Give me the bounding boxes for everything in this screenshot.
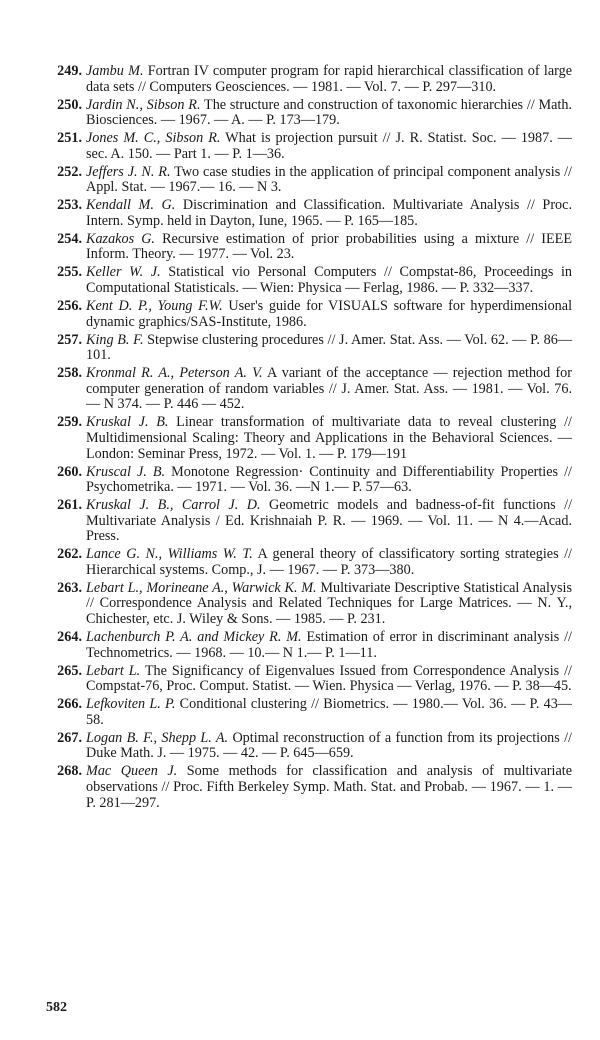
reference-number: 258. xyxy=(57,365,82,382)
reference-authors: Kruskal J. B., Carrol J. D. xyxy=(86,497,261,514)
reference-text: Optimal reconstruction of a function from its projections // Duke Math. J. — 1975. — 42. — P. 645—659. xyxy=(86,729,572,762)
reference-text: User's guide for VISUALS software for hyperdimensional dynamic graphics/SAS-Institute, 1986. xyxy=(86,298,573,330)
reference-number: 267. xyxy=(57,729,82,746)
reference-entry xyxy=(44,333,572,364)
reference-number: 250. xyxy=(57,96,82,113)
reference-entry xyxy=(44,498,572,545)
page-number: 582 xyxy=(46,1000,67,1015)
reference-number: 261. xyxy=(57,497,82,514)
reference-entry xyxy=(44,131,572,162)
reference-text: Geometric models and badness-of-fit functions // Multivariate Analysis / Ed. Krishnaiah P. R. — 1969. — Vol. 11. — N 4.—Acad. Press. xyxy=(86,497,573,545)
reference-text: Some methods for classification and analysis of multivariate observations // Proc. Fifth Berkeley Symp. Math. Stat. and Probab. — 1967. — 1. — P. 281—297. xyxy=(86,763,572,811)
reference-text: A variant of the acceptance — rejection method for computer generation of random variables // J. Amer. Stat. Ass. — 1981. — Vol. 76. — N 374. — P. 446 — 452. xyxy=(86,365,572,413)
reference-number: 268. xyxy=(57,763,82,780)
reference-text: Multivariate Descriptive Statistical Analysis // Correspondence Analysis and Related Techniques for Large Matrices. — N. Y., Chichester, etc. J. Wiley & Sons. — 1985. — P. 231. xyxy=(86,579,572,628)
reference-authors: Lebart L., Morineane A., Warwick K. M. xyxy=(86,579,317,596)
reference-authors: Kronmal R. A., Peterson A. V. xyxy=(86,365,263,382)
reference-number: 254. xyxy=(57,230,82,247)
reference-number: 253. xyxy=(57,197,82,214)
reference-number: 263. xyxy=(57,579,82,596)
reference-entry xyxy=(44,697,572,728)
reference-entry xyxy=(44,232,572,263)
reference-text: Linear transformation of multivariate data to reveal clustering // Multidimensional Scaling: Theory and Applications in the Behavioral Sciences. — London: Seminar Press, 1972. — Vol. 1. — P. 179—191 xyxy=(86,414,573,462)
reference-authors: Lance G. N., Williams W. T. xyxy=(86,546,253,563)
reference-authors: Lebart L. xyxy=(86,662,141,679)
reference-authors: Logan B. F., Shepp L. A. xyxy=(86,729,229,746)
reference-authors: Kendall M. G. xyxy=(86,197,176,214)
reference-authors: Mac Queen J. xyxy=(86,763,178,780)
reference-entry xyxy=(44,581,572,628)
reference-text: Fortran IV computer program for rapid hierarchical classification of large data sets // Computers Geosciences. — 1981. — Vol. 7. — P. 297—310. xyxy=(86,63,572,95)
reference-number: 265. xyxy=(57,662,82,679)
reference-authors: Jeffers J. N. R. xyxy=(86,163,171,180)
reference-number: 259. xyxy=(57,414,82,431)
reference-number: 260. xyxy=(57,463,82,480)
reference-entry xyxy=(44,98,572,129)
reference-entry xyxy=(44,630,572,661)
reference-authors: Lachenburch P. A. and Mickey R. M. xyxy=(86,629,302,646)
reference-authors: Lefkoviten L. P. xyxy=(86,696,176,713)
reference-entry xyxy=(44,465,572,496)
reference-authors: Kruskal J. B. xyxy=(86,414,169,431)
reference-authors: Keller W. J. xyxy=(86,264,161,281)
reference-authors: Kazakos G. xyxy=(86,230,155,247)
reference-text: Conditional clustering // Biometrics. — 1980.— Vol. 36. — P. 43—58. xyxy=(86,696,572,728)
reference-entry xyxy=(44,415,572,462)
reference-entry xyxy=(44,764,572,811)
reference-number: 249. xyxy=(57,63,82,79)
reference-text: Discrimination and Classification. Multivariate Analysis // Proc. Intern. Symp. held in Dayton, Iune, 1965. — P. 165—185. xyxy=(86,197,572,229)
reference-entry xyxy=(44,299,572,330)
reference-number: 257. xyxy=(57,331,82,348)
reference-list xyxy=(44,64,572,814)
reference-authors: Jones M. C., Sibson R. xyxy=(86,130,221,147)
reference-text: Stepwise clustering procedures // J. Amer. Stat. Ass. — Vol. 62. — P. 86—101. xyxy=(86,331,573,364)
reference-text: Two case studies in the application of principal component analysis // Appl. Stat. — 1967.— 16. — N 3. xyxy=(86,163,572,196)
reference-number: 256. xyxy=(57,298,82,315)
reference-entry xyxy=(44,664,572,695)
reference-entry xyxy=(44,165,572,196)
reference-entry xyxy=(44,366,572,413)
reference-authors: King B. F. xyxy=(86,331,144,348)
reference-text: Monotone Regression· Continuity and Differentiability Properties // Psychometrika. — 1971. — Vol. 36. —N 1.— P. 57—63. xyxy=(86,463,572,496)
reference-number: 264. xyxy=(57,629,82,646)
reference-text: The structure and construction of taxonomic hierarchies // Math. Biosciences. — 1967. — A. — P. 173—179. xyxy=(86,96,572,129)
reference-entry xyxy=(44,198,572,229)
reference-number: 255. xyxy=(57,264,82,281)
reference-number: 262. xyxy=(57,546,82,563)
reference-entry xyxy=(44,731,572,762)
reference-authors: Kruscal J. B. xyxy=(86,463,166,480)
reference-text: Estimation of error in discriminant analysis // Technometrics. — 1968. — 10.— N 1.— P. 1—11. xyxy=(86,629,572,661)
reference-number: 266. xyxy=(57,696,82,713)
reference-number: 252. xyxy=(57,163,82,180)
reference-authors: Jardin N., Sibson R. xyxy=(86,96,201,113)
reference-authors: Jambu M. xyxy=(86,63,144,79)
reference-entry xyxy=(44,265,572,296)
reference-text: Statistical vio Personal Computers // Compstat-86, Proceedings in Computational Statisticals. — Wien: Physica — Ferlag, 1986. — P. 332—337. xyxy=(86,264,573,297)
reference-number: 251. xyxy=(57,130,82,147)
reference-text: What is projection pursuit // J. R. Statist. Soc. — 1987. — sec. A. 150. — Part 1. — P. 1—36. xyxy=(86,130,572,162)
reference-entry xyxy=(44,64,572,95)
reference-authors: Kent D. P., Young F.W. xyxy=(86,298,223,315)
reference-text: Recursive estimation of prior probabilities using a mixture // IEEE Inform. Theory. — 1977. — Vol. 23. xyxy=(86,230,572,263)
reference-entry xyxy=(44,547,572,578)
reference-text: The Significancy of Eigenvalues Issued from Correspondence Analysis // Compstat-76, Proc. Comput. Statist. — Wien. Physica — Verlag, 1976. — P. 38—45. xyxy=(86,662,572,695)
reference-text: A general theory of classificatory sorting strategies // Hierarchical systems. Comp., J. — 1967. — P. 373—380. xyxy=(86,546,573,578)
